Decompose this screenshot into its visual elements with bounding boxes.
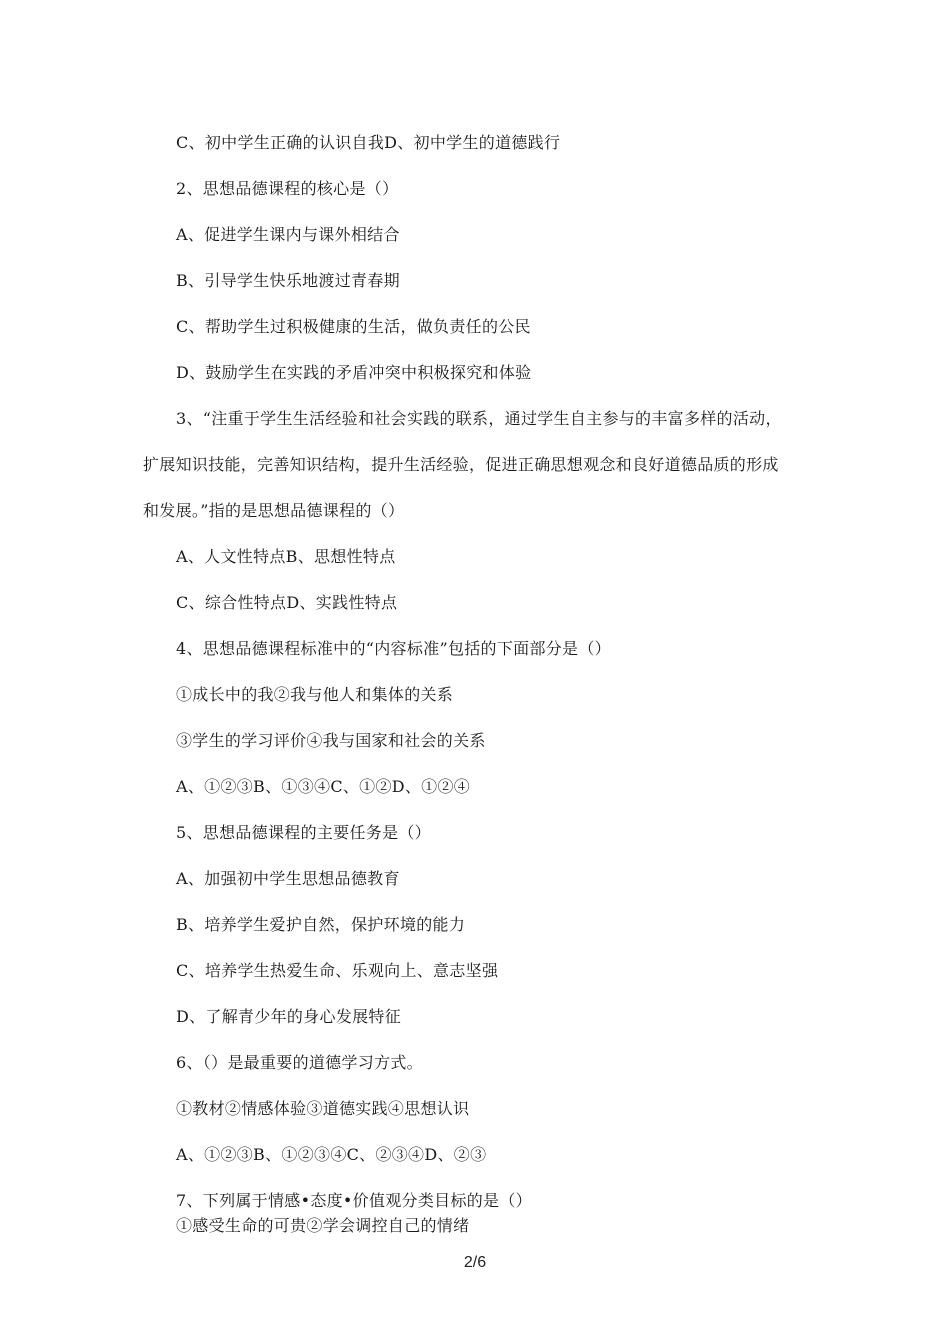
question-7: 7、下列属于情感•态度•价值观分类目标的是（） [176,1191,532,1210]
question-4: 4、思想品德课程标准中的“内容标准”包括的下面部分是（） [176,639,611,658]
text-line: 扩展知识技能，完善知识结构，提升生活经验，促进正确思想观念和良好道德品质的形成 [143,455,779,474]
option-line: C、培养学生热爱生命、乐观向上、意志坚强 [176,961,499,980]
page-number: 2/6 [463,1254,487,1271]
text-line: ①感受生命的可贵②学会调控自己的情绪 [176,1216,470,1235]
text-line: ①成长中的我②我与他人和集体的关系 [176,685,454,704]
option-line: D、了解青少年的身心发展特征 [176,1007,402,1026]
option-line: C、综合性特点D、实践性特点 [176,593,398,612]
option-line: A、人文性特点B、思想性特点 [176,547,396,566]
text-line: 和发展。”指的是思想品德课程的（） [143,501,405,520]
question-3: 3、“注重于学生生活经验和社会实践的联系，通过学生自主参与的丰富多样的活动， [176,409,782,428]
option-line: B、培养学生爱护自然，保护环境的能力 [176,915,466,934]
question-5: 5、思想品德课程的主要任务是（） [176,823,431,842]
option-line: A、①②③B、①③④C、①②D、①②④ [176,777,471,796]
option-line: B、引导学生快乐地渡过青春期 [176,271,400,290]
option-line: A、加强初中学生思想品德教育 [176,869,400,888]
option-line: C、帮助学生过积极健康的生活，做负责任的公民 [176,317,531,336]
text-line: C、初中学生正确的认识自我D、初中学生的道德践行 [176,133,561,152]
text-line: ①教材②情感体验③道德实践④思想认识 [176,1099,470,1118]
option-line: A、①②③B、①②③④C、②③④D、②③ [176,1145,487,1164]
option-line: A、促进学生课内与课外相结合 [176,225,400,244]
question-2: 2、思想品德课程的核心是（） [176,179,399,198]
question-6: 6、（）是最重要的道德学习方式。 [176,1053,423,1072]
option-line: D、鼓励学生在实践的矛盾冲突中积极探究和体验 [176,363,532,382]
text-line: ③学生的学习评价④我与国家和社会的关系 [176,731,486,750]
